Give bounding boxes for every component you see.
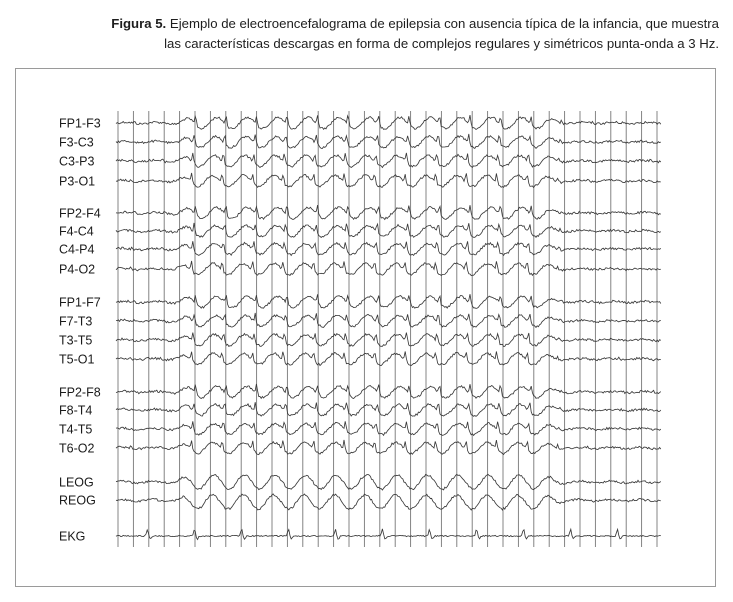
channel-labels [59,117,101,544]
eeg-trace [116,474,661,490]
channel-label: FP1-F7 [59,295,101,310]
channel-label: C4-P4 [59,242,95,257]
eeg-trace [116,205,661,219]
channel-label: T4-T5 [59,422,93,437]
eeg-trace [116,134,661,149]
eeg-figure [15,68,716,587]
eeg-trace [116,115,661,129]
eeg-trace [116,384,661,399]
eeg-trace [116,529,661,540]
eeg-trace [116,402,661,416]
figure-label: Figura 5. [111,16,167,31]
eeg-trace [116,440,661,455]
channel-label: FP2-F8 [59,385,101,400]
channel-label: F4-C4 [59,224,94,239]
eeg-trace [116,294,661,308]
channel-label: C3-P3 [59,154,95,169]
eeg-trace [116,421,661,435]
caption-line-1 [19,14,719,34]
channel-label: T5-O1 [59,352,95,367]
channel-label: F3-C3 [59,135,94,150]
channel-label: LEOG [59,475,94,490]
eeg-trace [116,261,661,276]
eeg-trace [116,173,661,188]
eeg-plot [16,69,715,586]
channel-label: T3-T5 [59,333,93,348]
channel-label: REOG [59,493,96,508]
channel-label: P3-O1 [59,174,96,189]
caption-line-2: las características descargas en forma de complejos regulares y simétricos punta-onda a 3 Hz. [164,36,719,51]
caption-text-1: Ejemplo de electroencefalograma de epilepsia con ausencia típica de la infancia, que muestra [169,16,719,31]
channel-label: FP1-F3 [59,116,101,131]
eeg-trace [116,351,661,365]
figure-caption [19,14,719,54]
channel-label: F7-T3 [59,314,93,329]
channel-label: T6-O2 [59,441,95,456]
eeg-trace [116,241,661,255]
eeg-trace [116,494,661,510]
channel-label: FP2-F4 [59,206,101,221]
eeg-trace [116,313,661,328]
eeg-traces [116,115,661,539]
channel-label: EKG [59,529,86,544]
eeg-trace [116,223,661,237]
eeg-trace [116,333,661,347]
channel-label: F8-T4 [59,403,93,418]
channel-label: P4-O2 [59,262,96,277]
eeg-trace [116,153,661,168]
